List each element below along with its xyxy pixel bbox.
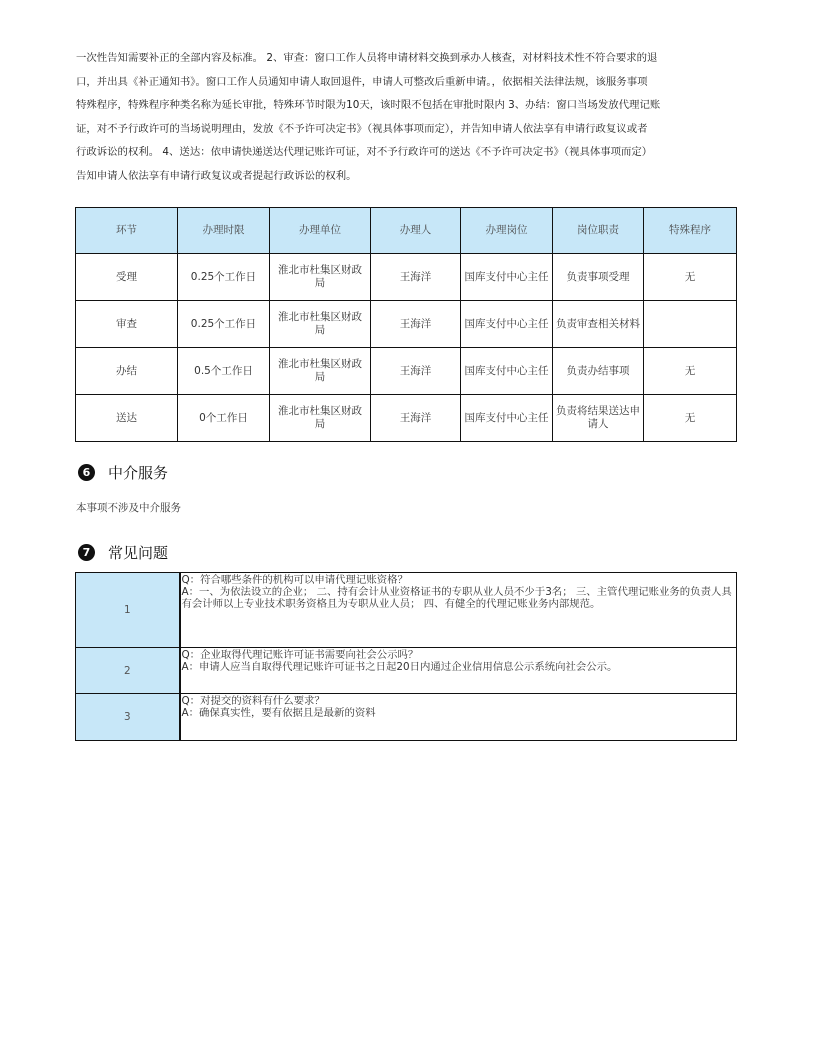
table-cell: 王海洋: [371, 301, 461, 348]
intro-line: 告知申请人依法享有申请行政复议或者提起行政诉讼的权利。: [76, 169, 357, 182]
table-cell: 审查: [76, 301, 178, 348]
table-cell: 淮北市杜集区财政局: [270, 395, 371, 442]
column-header: 办理岗位: [461, 208, 553, 254]
table-cell: 办结: [76, 348, 178, 395]
table-cell: 王海洋: [371, 395, 461, 442]
faq-answer: A：一、为依法设立的企业； 二、持有会计从业资格证书的专职从业人员不少于3名； 三、主管代理记账业务的负责人具有会计师以上专业技术职务资格且为专职从业人员； 四、有健全的代理记账业务内部规范。: [181, 586, 732, 610]
process-table: [75, 207, 737, 442]
faq-question: Q：符合哪些条件的机构可以申请代理记账资格？: [181, 574, 408, 586]
table-cell: 0.5个工作日: [178, 348, 270, 395]
table-cell: 负责审查相关材料: [553, 301, 644, 348]
faq-row: [76, 694, 737, 741]
table-cell: 无: [644, 348, 737, 395]
column-header: 办理人: [371, 208, 461, 254]
table-cell: 0.25个工作日: [178, 301, 270, 348]
intermediary-note: 本事项不涉及中介服务: [76, 502, 181, 514]
section-heading-intermediary: [78, 461, 168, 483]
faq-table: [75, 572, 737, 741]
table-cell: 0.25个工作日: [178, 254, 270, 301]
column-header: 环节: [76, 208, 178, 254]
intro-line: 证，对不予行政许可的当场说明理由，发放《不予许可决定书》（视具体事项而定），并告知申请人依法享有申请行政复议或者: [76, 122, 648, 135]
table-cell: 送达: [76, 395, 178, 442]
table-cell: 国库支付中心主任: [461, 348, 553, 395]
faq-index: 3: [76, 694, 180, 741]
intro-line: 行政诉讼的权利。 4、送达：依申请快递送达代理记账许可证，对不予行政许可的送达《不予许可决定书》（视具体事项而定）: [76, 146, 653, 159]
section-number-badge: 6: [78, 464, 95, 481]
table-header-row: [76, 208, 737, 254]
table-cell: 无: [644, 395, 737, 442]
table-cell: 国库支付中心主任: [461, 395, 553, 442]
section-number-badge: 7: [78, 544, 95, 561]
column-header: 特殊程序: [644, 208, 737, 254]
table-cell: 受理: [76, 254, 178, 301]
table-row: [76, 348, 737, 395]
table-row: [76, 395, 737, 442]
faq-content: [180, 694, 737, 741]
column-header: 办理单位: [270, 208, 371, 254]
table-cell: 负责将结果送达申请人: [553, 395, 644, 442]
table-row: [76, 301, 737, 348]
intro-paragraph: [76, 47, 736, 189]
faq-answer: A：确保真实性，要有依据且是最新的资料: [181, 707, 376, 719]
table-cell: 淮北市杜集区财政局: [270, 348, 371, 395]
table-cell: 无: [644, 254, 737, 301]
section-title: 常见问题: [108, 543, 169, 562]
table-cell: 国库支付中心主任: [461, 301, 553, 348]
faq-content: [180, 573, 737, 648]
table-cell: 淮北市杜集区财政局: [270, 301, 371, 348]
table-cell: 负责办结事项: [553, 348, 644, 395]
faq-question: Q：对提交的资料有什么要求？: [181, 695, 325, 707]
faq-index: 1: [76, 573, 180, 648]
section-heading-faq: [78, 541, 168, 563]
table-cell: 王海洋: [371, 254, 461, 301]
table-cell: 国库支付中心主任: [461, 254, 553, 301]
table-row: [76, 254, 737, 301]
faq-answer: A：申请人应当自取得代理记账许可证书之日起20日内通过企业信用信息公示系统向社会公示。: [181, 661, 618, 673]
faq-row: [76, 573, 737, 648]
section-title: 中介服务: [108, 463, 169, 482]
column-header: 岗位职责: [553, 208, 644, 254]
table-cell: 0个工作日: [178, 395, 270, 442]
faq-content: [180, 648, 737, 694]
table-cell: 负责事项受理: [553, 254, 644, 301]
table-cell: [644, 301, 737, 348]
table-cell: 淮北市杜集区财政局: [270, 254, 371, 301]
faq-row: [76, 648, 737, 694]
table-cell: 王海洋: [371, 348, 461, 395]
intro-line: 特殊程序，特殊程序种类名称为延长审批，特殊环节时限为10天，该时限不包括在审批时限内 3、办结：窗口当场发放代理记账: [76, 99, 661, 112]
faq-question: Q：企业取得代理记账许可证书需要向社会公示吗？: [181, 649, 419, 661]
faq-index: 2: [76, 648, 180, 694]
column-header: 办理时限: [178, 208, 270, 254]
intro-line: 口，并出具《补正通知书》。窗口工作人员通知申请人取回退件，申请人可整改后重新申请。，依据相关法律法规，该服务事项: [76, 75, 648, 88]
intro-line: 一次性告知需要补正的全部内容及标准。 2、审查：窗口工作人员将申请材料交换到承办人核查，对材料技术性不符合要求的退: [76, 52, 658, 64]
